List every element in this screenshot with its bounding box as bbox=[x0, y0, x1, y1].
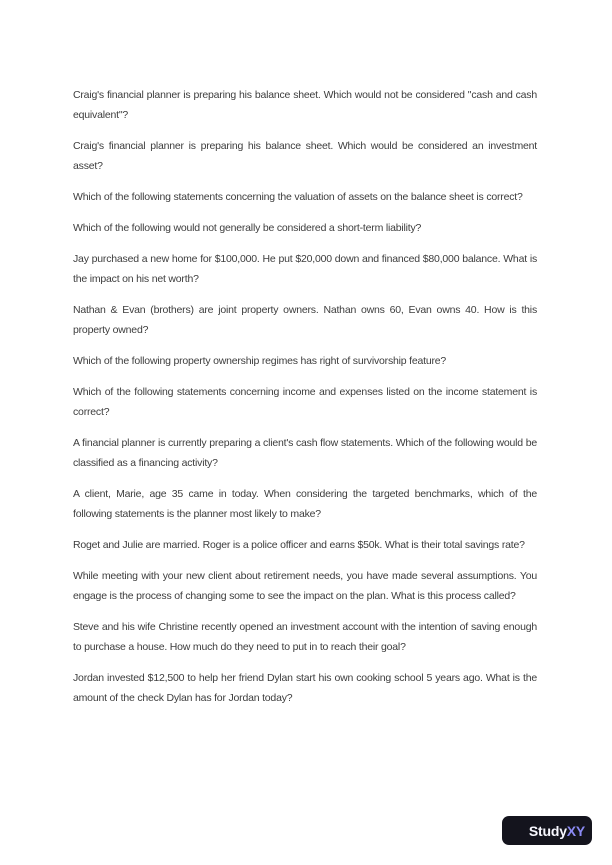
question-paragraph: Nathan & Evan (brothers) are joint property owners. Nathan owns 60, Evan owns 40. How is this property owned? bbox=[73, 304, 537, 336]
question-paragraph: Craig's financial planner is preparing his balance sheet. Which would be considered an investment asset? bbox=[73, 140, 537, 172]
brand-study-label: Study bbox=[528, 822, 567, 839]
question-paragraph: Jordan invested $12,500 to help her friend Dylan start his own cooking school 5 years ago. What is the amount of the check Dylan has for Jordan today? bbox=[73, 672, 537, 704]
question-paragraph: Which of the following would not generally be considered a short-term liability? bbox=[73, 222, 422, 234]
question-list bbox=[73, 85, 537, 719]
question-paragraph: Roget and Julie are married. Roger is a police officer and earns $50k. What is their total savings rate? bbox=[73, 539, 525, 551]
question-paragraph: Which of the following statements concerning the valuation of assets on the balance sheet is correct? bbox=[73, 191, 523, 203]
brand-xy-label: XY bbox=[566, 822, 586, 839]
plus-icon bbox=[509, 823, 524, 838]
question-paragraph: A financial planner is currently preparing a client's cash flow statements. Which of the following would be classified as a financing activity? bbox=[73, 437, 537, 469]
question-paragraph: Which of the following property ownership regimes has right of survivorship feature? bbox=[73, 355, 447, 367]
studyxy-logo-badge[interactable] bbox=[502, 816, 592, 845]
question-paragraph: Jay purchased a new home for $100,000. He put $20,000 down and financed $80,000 balance. What is the impact on his net worth? bbox=[73, 253, 537, 285]
question-paragraph: Which of the following statements concerning income and expenses listed on the income statement is correct? bbox=[73, 386, 537, 418]
brand-text bbox=[529, 824, 585, 838]
question-paragraph: A client, Marie, age 35 came in today. When considering the targeted benchmarks, which of the following statements is the planner most likely to make? bbox=[73, 488, 537, 520]
question-paragraph: Craig's financial planner is preparing his balance sheet. Which would not be considered "cash and cash equivalent"? bbox=[73, 89, 537, 121]
question-paragraph: Steve and his wife Christine recently opened an investment account with the intention of saving enough to purchase a house. How much do they need to put in to reach their goal? bbox=[73, 621, 537, 653]
question-paragraph: While meeting with your new client about retirement needs, you have made several assumptions. You engage is the process of changing some to see the impact on the plan. What is this process called? bbox=[73, 570, 537, 602]
